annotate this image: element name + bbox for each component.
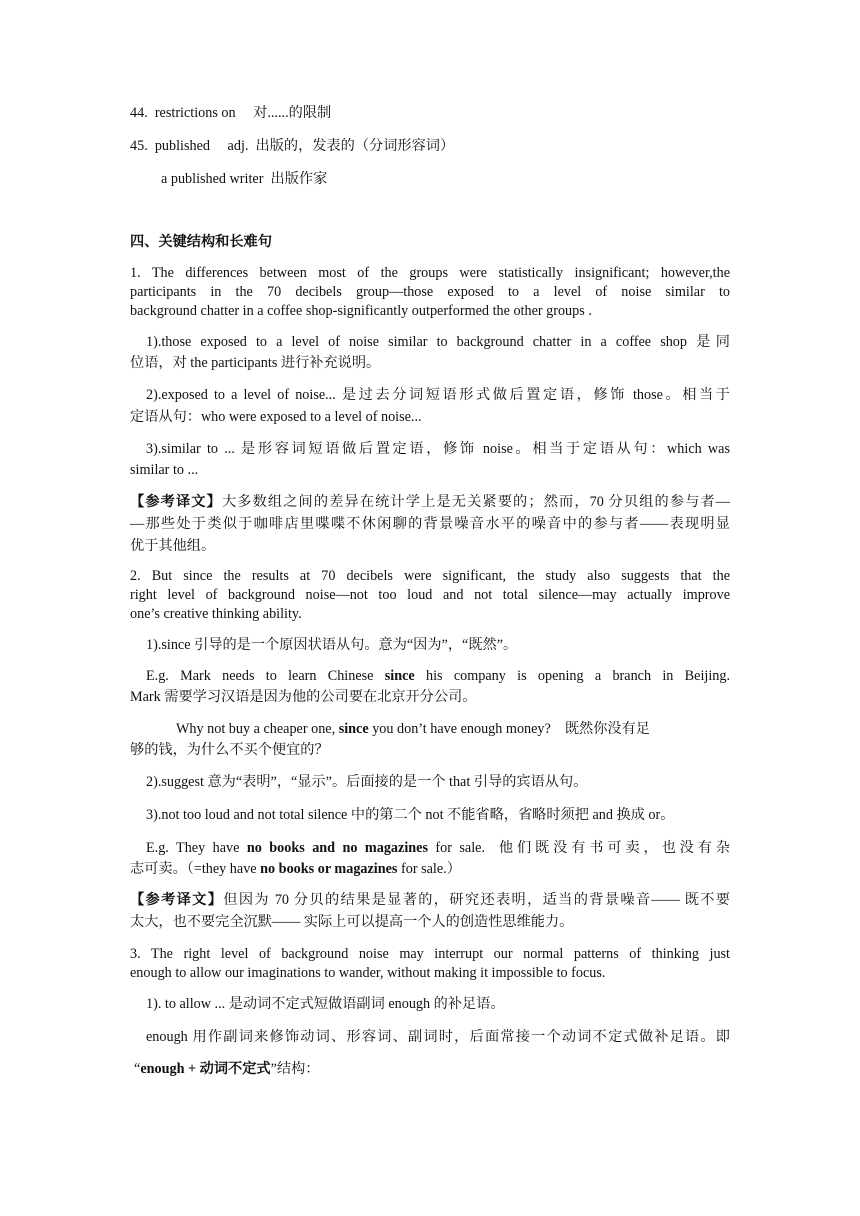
s2-example-2-line-1 bbox=[176, 720, 650, 739]
vocab-meaning: 对......的限制 bbox=[253, 105, 332, 121]
vocab-item-44 bbox=[130, 104, 331, 123]
example-text: you don’t have enough money? bbox=[368, 721, 551, 737]
example-text: for sale.） bbox=[397, 861, 461, 877]
s2-translation-line-2: 太大，也不要完全沉默—— 实际上可以提高一个人的创造性思维能力。 bbox=[130, 914, 574, 930]
vocab-meaning: 出版的，发表的（分词形容词） bbox=[255, 138, 455, 154]
vocab-item-45 bbox=[130, 137, 454, 156]
example-translation: 他们既没有书可卖，也没有杂 bbox=[495, 840, 730, 856]
sentence-2-line-1: 2. But since the results at 70 decibels were significant, the study also suggests that the bbox=[130, 568, 730, 584]
quote-close: ” bbox=[270, 1061, 277, 1077]
sentence-2-line-2: right level of background noise—not too loud and not total silence—may actually improve bbox=[130, 587, 730, 603]
example-text: E.g. Mark needs to learn Chinese bbox=[146, 668, 385, 684]
vocab-term: published bbox=[154, 138, 210, 154]
translation-text: 大多数组之间的差异在统计学上是无关紧要的；然而，70 分贝组的参与者— bbox=[221, 494, 730, 510]
structure-suffix: 结构： bbox=[276, 1061, 320, 1077]
s2-example-3-line-1 bbox=[146, 839, 730, 858]
s3-note-3 bbox=[134, 1060, 319, 1079]
example-translation: 既然你没有足 bbox=[564, 721, 650, 737]
vocab-term: restrictions on bbox=[154, 105, 236, 121]
s2-note-1: 1).since 引导的是一个原因状语从句。意为“因为”，“既然”。 bbox=[146, 637, 518, 653]
sentence-1-line-2: participants in the 70 decibels group—those exposed to a level of noise similar to bbox=[130, 284, 730, 300]
s2-example-3-line-2 bbox=[130, 860, 461, 879]
example-keyword: since bbox=[384, 668, 415, 684]
s1-note-2-line-1: 2).exposed to a level of noise... 是过去分词短语形式做后置定语，修饰 those。相当于 bbox=[146, 387, 730, 403]
sentence-1-line-3: background chatter in a coffee shop-significantly outperformed the other groups . bbox=[130, 303, 592, 319]
example-meaning: 出版作家 bbox=[270, 171, 328, 187]
example-keyword: since bbox=[338, 721, 369, 737]
s2-example-2-line-2: 够的钱，为什么不买个便宜的？ bbox=[130, 742, 329, 758]
s1-note-3-line-1: 3).similar to ... 是形容词短语做后置定语，修饰 noise。相当于定语从句：which was bbox=[146, 441, 730, 457]
vocab-pos: adj. bbox=[227, 138, 249, 154]
s1-note-1-line-2: 位语，对 the participants 进行补充说明。 bbox=[130, 355, 381, 371]
translation-text: 但因为 70 分贝的结果是显著的，研究还表明，适当的背景噪音—— 既不要 bbox=[223, 892, 730, 908]
s2-note-3: 3).not too loud and not total silence 中的第二个 not 不能省略，省略时须把 and 换成 or。 bbox=[146, 807, 675, 823]
reference-translation-label: 【参考译文】 bbox=[130, 892, 224, 908]
vocab-example-45 bbox=[161, 170, 327, 189]
example-text: 志可卖。（=they have bbox=[130, 861, 261, 877]
structure-formula: enough + 动词不定式 bbox=[140, 1061, 271, 1077]
s3-note-2: enough 用作副词来修饰动词、形容词、副词时，后面常接一个动词不定式做补足语。即 bbox=[146, 1029, 730, 1045]
s1-translation-line-2: —那些处于类似于咖啡店里喋喋不休闲聊的背景噪音水平的噪音中的参与者——表现明显 bbox=[130, 516, 730, 532]
s2-example-1-line-1 bbox=[146, 667, 730, 686]
s3-note-1: 1). to allow ... 是动词不定式短做语副词 enough 的补足语。 bbox=[146, 996, 505, 1012]
vocab-number: 45. bbox=[130, 138, 148, 154]
sentence-2-line-3: one’s creative thinking ability. bbox=[130, 606, 302, 622]
sentence-3-line-2: enough to allow our imaginations to wander, without making it impossible to focus. bbox=[130, 965, 606, 981]
example-text: his company is opening a branch in Beijing. bbox=[414, 668, 731, 684]
s1-translation-line-3: 优于其他组。 bbox=[130, 538, 216, 554]
example-text: E.g. They have bbox=[146, 840, 247, 856]
s1-translation-line-1 bbox=[130, 493, 730, 512]
s1-note-1-line-1: 1).those exposed to a level of noise similar to background chatter in a coffee shop 是同 bbox=[146, 334, 730, 350]
s1-note-3-line-2: similar to ... bbox=[130, 462, 199, 478]
s2-translation-line-1 bbox=[130, 891, 730, 910]
s1-note-2-line-2: 定语从句：who were exposed to a level of noise... bbox=[130, 409, 422, 425]
example-keyword: no books and no magazines bbox=[246, 840, 428, 856]
example-text: for sale. bbox=[427, 840, 485, 856]
sentence-3-line-1: 3. The right level of background noise may interrupt our normal patterns of thinking just bbox=[130, 946, 730, 962]
example-keyword: no books or magazines bbox=[260, 861, 398, 877]
quote-open: “ bbox=[134, 1061, 141, 1077]
reference-translation-label: 【参考译文】 bbox=[130, 494, 222, 510]
vocab-number: 44. bbox=[130, 105, 148, 121]
example-text: Why not buy a cheaper one, bbox=[176, 721, 339, 737]
sentence-1-line-1: 1. The differences between most of the groups were statistically insignificant; however,the bbox=[130, 265, 730, 281]
section-heading: 四、关键结构和长难句 bbox=[130, 234, 272, 250]
s2-example-1-translation: Mark 需要学习汉语是因为他的公司要在北京开分公司。 bbox=[130, 689, 477, 705]
s2-note-2: 2).suggest 意为“表明”，“显示”。后面接的是一个 that 引导的宾语从句。 bbox=[146, 774, 588, 790]
example-phrase: a published writer bbox=[161, 171, 264, 187]
